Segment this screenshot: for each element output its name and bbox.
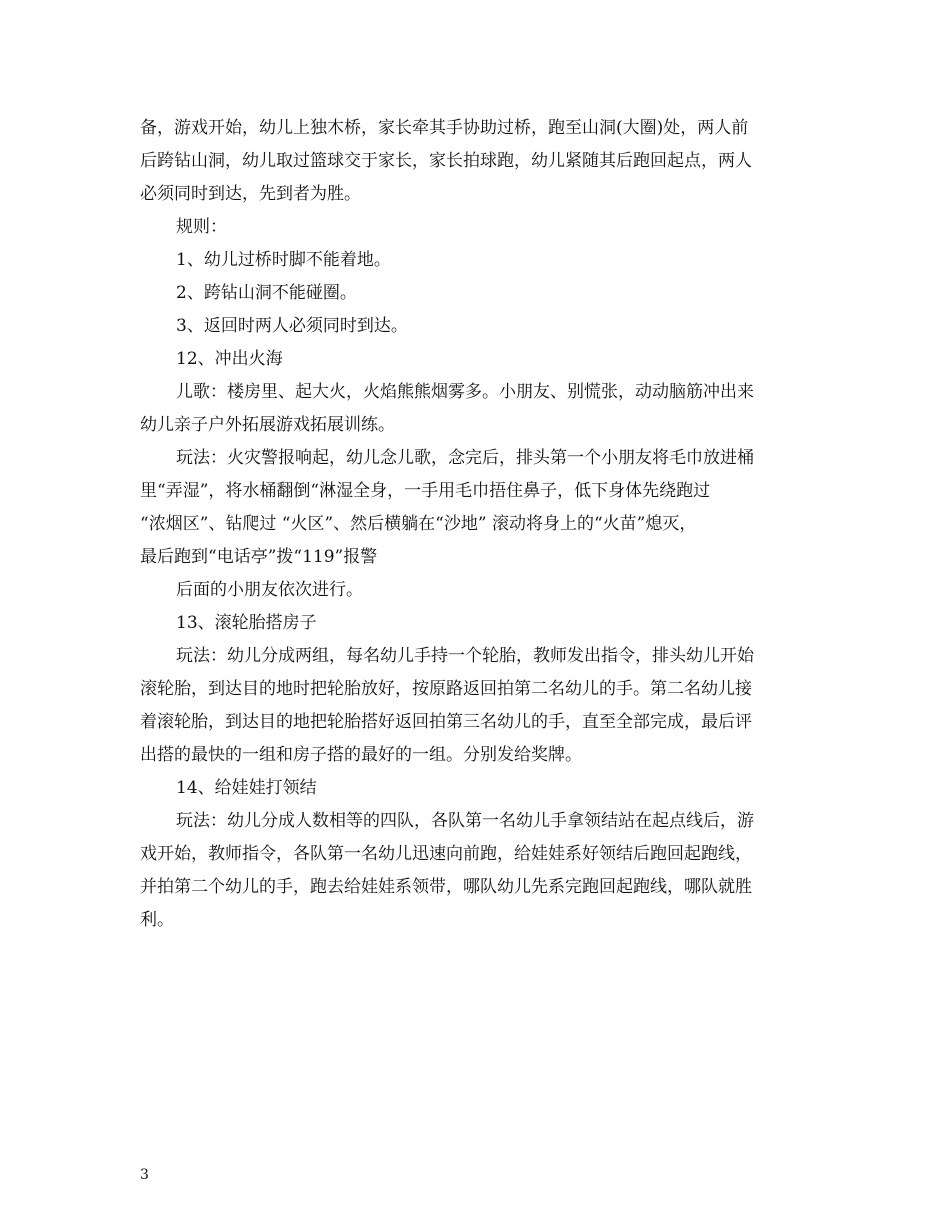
text-line: 里“弄湿”，将水桶翻倒“淋湿全身，一手用毛巾捂住鼻子，低下身体先绕跑过 xyxy=(140,481,711,501)
text-line: 备，游戏开始，幼儿上独木桥，家长牵其手协助过桥，跑至山洞(大圈)处，两人前 xyxy=(140,118,749,138)
rules-heading: 规则： xyxy=(176,217,227,237)
text-line: 出搭的最快的一组和房子搭的最好的一组。分别发给奖牌。 xyxy=(140,745,582,765)
text-line: 后跨钻山洞，幼儿取过篮球交于家长，家长拍球跑，幼儿紧随其后跑回起点，两人 xyxy=(140,151,752,171)
text-line: 必须同时到达，先到者为胜。 xyxy=(140,184,361,204)
section-heading: 14、给娃娃打领结 xyxy=(176,778,317,798)
text-line: 滚轮胎，到达目的地时把轮胎放好，按原路返回拍第二名幼儿的手。第二名幼儿接 xyxy=(140,679,752,699)
rule-item: 1、幼儿过桥时脚不能着地。 xyxy=(176,250,391,270)
text-line: “浓烟区”、钻爬过 “火区”、然后横躺在“沙地” 滚动将身上的“火苗”熄灭， xyxy=(140,514,697,534)
text-line: 玩法：幼儿分成人数相等的四队，各队第一名幼儿手拿领结站在起点线后，游 xyxy=(176,811,754,831)
text-line: 并拍第二个幼儿的手，跑去给娃娃系领带，哪队幼儿先系完跑回起跑线，哪队就胜 xyxy=(140,877,752,897)
text-line: 儿歌：楼房里、起大火，火焰熊熊烟雾多。小朋友、别慌张，动动脑筋冲出来 xyxy=(176,382,754,402)
section-heading: 12、冲出火海 xyxy=(176,349,283,369)
section-heading: 13、滚轮胎搭房子 xyxy=(176,613,317,633)
text-line: 戏开始，教师指令，各队第一名幼儿迅速向前跑，给娃娃系好领结后跑回起跑线， xyxy=(140,844,752,864)
text-line: 玩法：幼儿分成两组，每名幼儿手持一个轮胎，教师发出指令，排头幼儿开始 xyxy=(176,646,754,666)
rule-item: 3、返回时两人必须同时到达。 xyxy=(176,316,408,336)
text-line: 着滚轮胎，到达目的地把轮胎搭好返回拍第三名幼儿的手，直至全部完成，最后评 xyxy=(140,712,752,732)
text-line: 最后跑到“电话亭”拨“119”报警 xyxy=(140,547,378,567)
page-number: 3 xyxy=(140,1167,149,1183)
text-line: 后面的小朋友依次进行。 xyxy=(176,580,363,600)
text-line: 玩法：火灾警报响起，幼儿念儿歌，念完后，排头第一个小朋友将毛巾放进桶 xyxy=(176,448,754,468)
text-line: 利。 xyxy=(140,910,174,930)
text-line: 幼儿亲子户外拓展游戏拓展训练。 xyxy=(140,415,395,435)
rule-item: 2、跨钻山洞不能碰圈。 xyxy=(176,283,357,303)
document-body xyxy=(140,112,815,937)
